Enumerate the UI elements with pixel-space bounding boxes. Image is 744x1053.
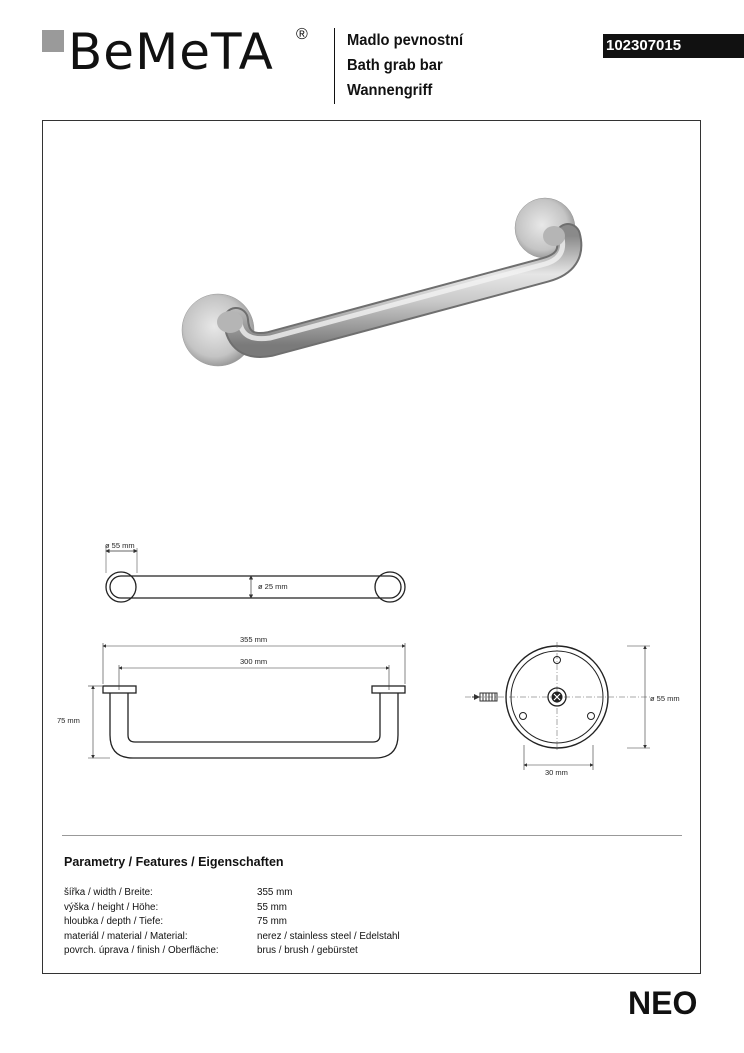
feature-label: povrch. úprava / finish / Oberfläche: <box>64 945 219 956</box>
feature-value: 55 mm <box>257 901 287 913</box>
title-german: Wannengriff <box>347 82 433 99</box>
product-code: 102307015 <box>603 34 744 58</box>
top-view-dimensions <box>105 541 288 598</box>
feature-value: 75 mm <box>257 916 287 927</box>
top-view <box>106 572 405 602</box>
front-view <box>103 686 405 758</box>
dim-rosette-top: ø 55 mm <box>105 541 135 550</box>
features-title: Parametry / Features / Eigenschaften <box>64 855 284 869</box>
dim-tube-diameter: ø 25 mm <box>258 582 288 591</box>
feature-row-depth <box>64 915 400 930</box>
dim-overall-width: 355 mm <box>240 635 268 644</box>
feature-label: výška / height / Höhe: <box>64 901 159 913</box>
side-view-dimensions <box>524 646 650 770</box>
series-name: NEO <box>628 985 698 1021</box>
side-view-rosette <box>465 642 650 752</box>
dim-hole-spacing: 30 mm <box>545 768 568 777</box>
registered-mark: ® <box>296 26 308 43</box>
feature-row-finish <box>64 944 400 959</box>
title-czech: Madlo pevnostní <box>347 32 464 49</box>
features-table <box>64 886 400 959</box>
logo-text: BeMeTA <box>68 23 274 81</box>
dim-center-distance: 300 mm <box>240 657 268 666</box>
feature-value: brus / brush / gebürstet <box>257 945 358 956</box>
feature-value: 355 mm <box>257 887 293 898</box>
features-divider <box>62 835 682 836</box>
feature-row-height <box>64 901 400 916</box>
feature-row-width <box>64 886 400 901</box>
feature-value: nerez / stainless steel / Edelstahl <box>257 930 400 942</box>
dim-rosette-side: ø 55 mm <box>650 694 680 703</box>
dim-depth: 75 mm <box>57 716 80 725</box>
feature-label: šířka / width / Breite: <box>64 887 153 898</box>
feature-row-material <box>64 930 400 945</box>
feature-label: hloubka / depth / Tiefe: <box>64 916 164 927</box>
title-english: Bath grab bar <box>347 57 443 74</box>
product-photo <box>182 198 575 366</box>
feature-label: materiál / material / Material: <box>64 930 188 942</box>
